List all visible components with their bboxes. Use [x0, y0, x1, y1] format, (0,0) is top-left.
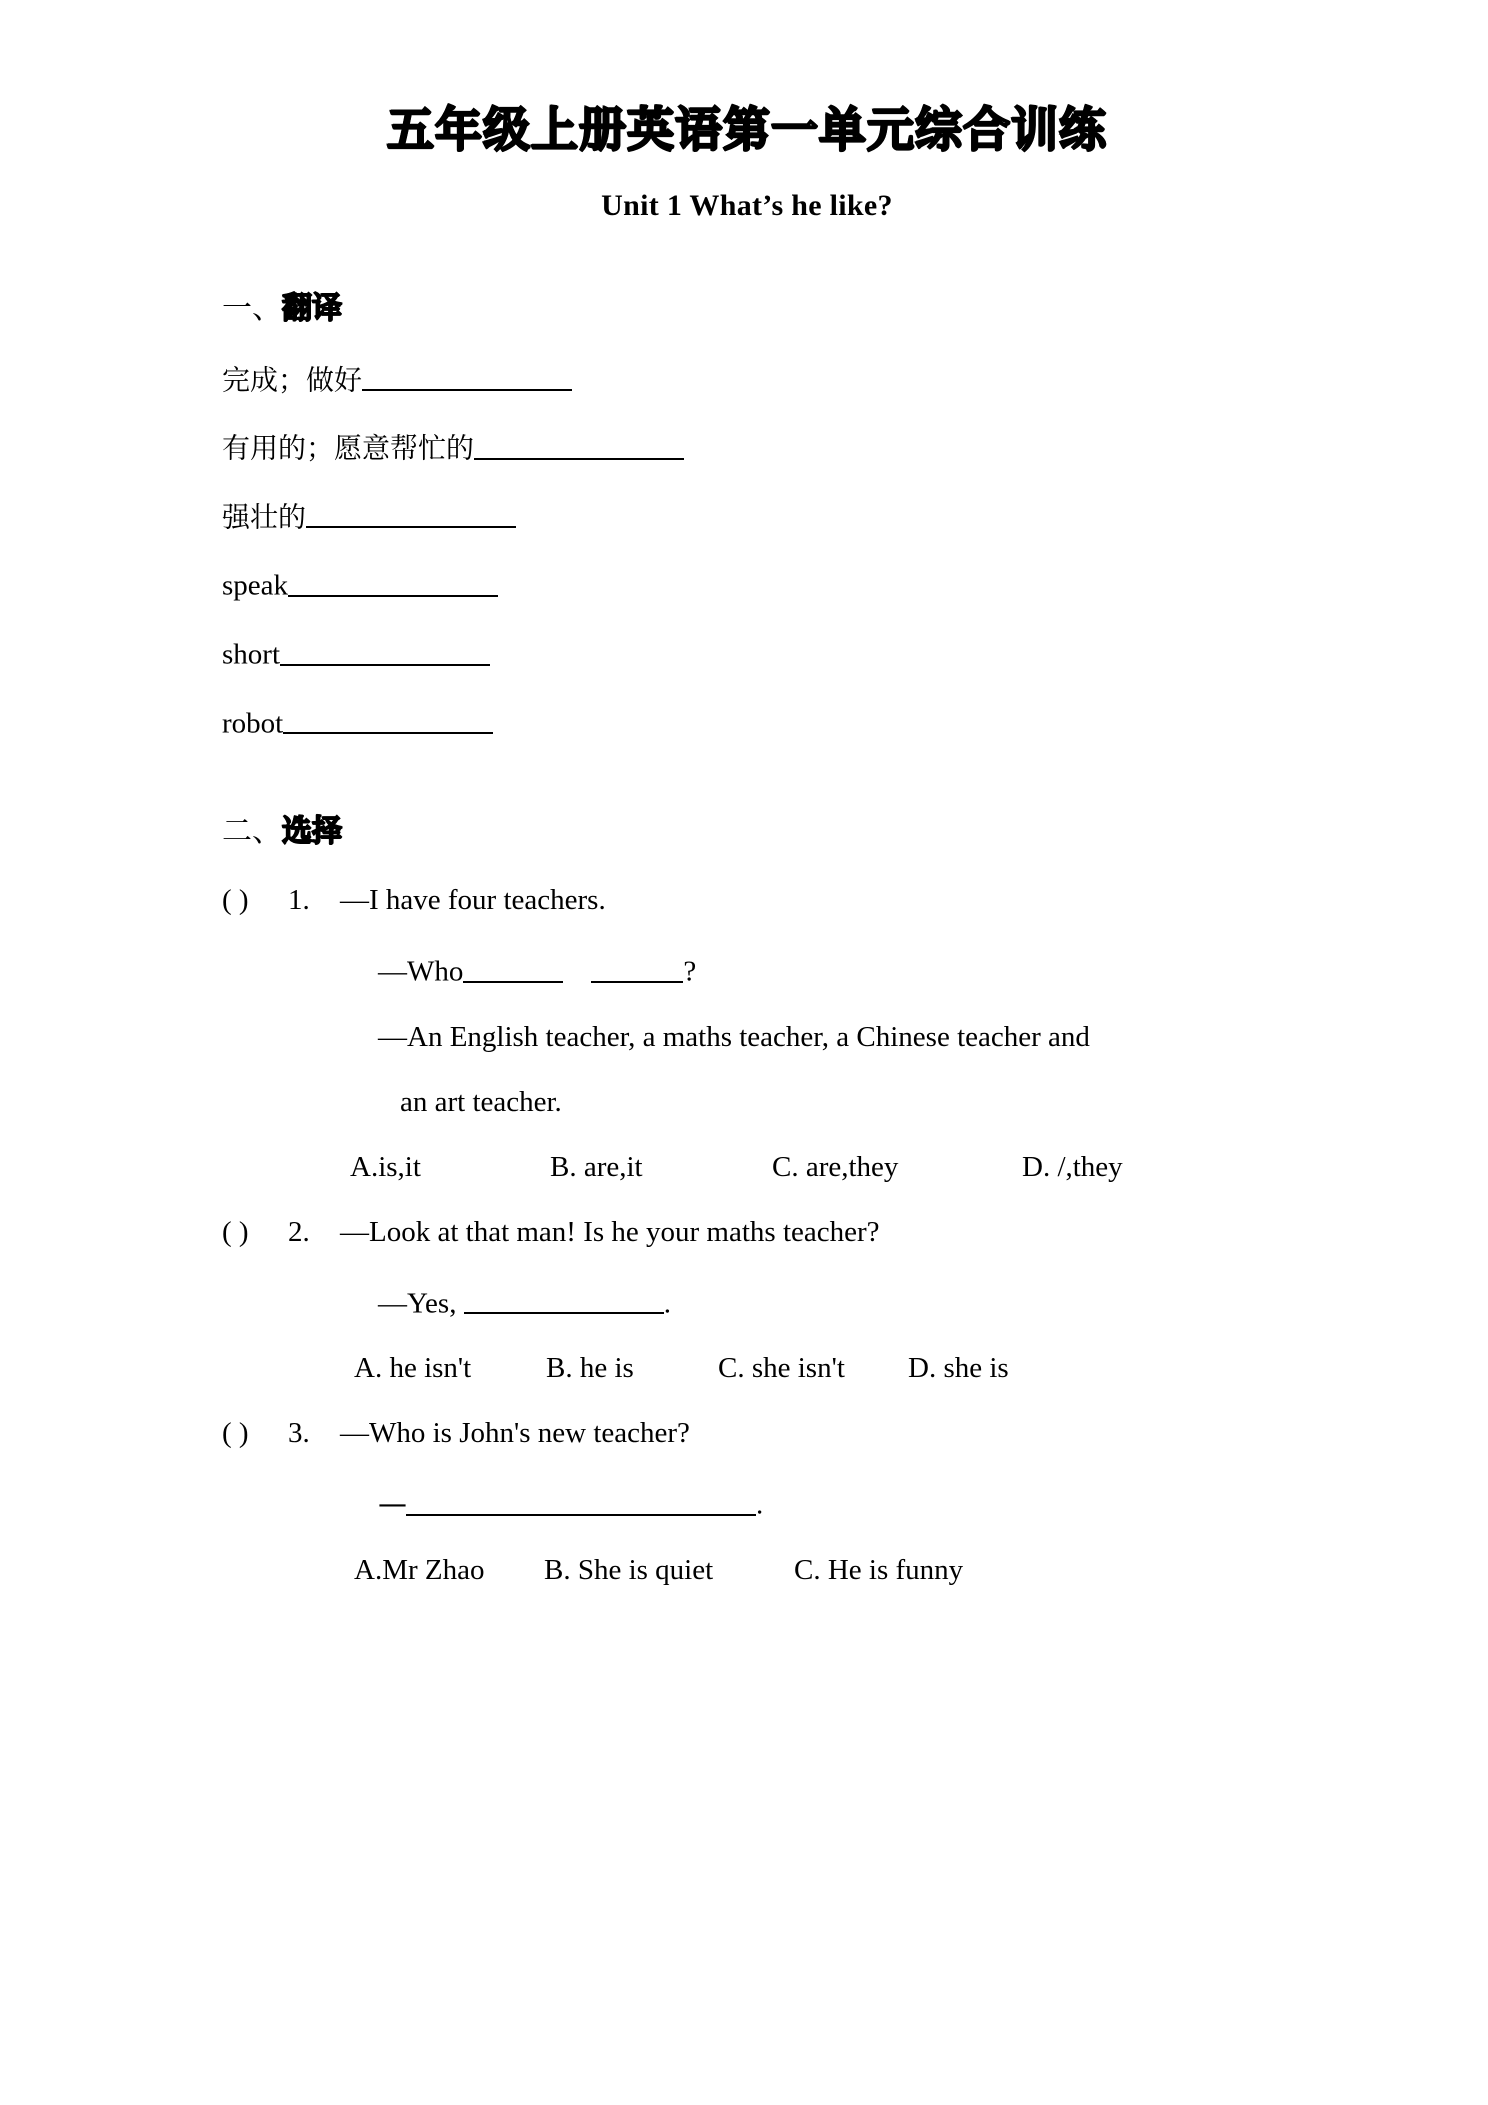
- section-heading-choice: [222, 738, 1272, 850]
- question-number: 3.: [288, 1417, 310, 1450]
- answer-blank[interactable]: [474, 428, 684, 460]
- answer-blank[interactable]: [463, 951, 563, 983]
- option-c[interactable]: C. He is funny: [794, 1553, 964, 1586]
- dialogue-text: —Who: [378, 955, 464, 988]
- question-item: [222, 1182, 1272, 1384]
- section-heading-translation: [222, 223, 1272, 327]
- answer-blank[interactable]: [283, 703, 493, 735]
- question-line: [222, 1052, 1272, 1117]
- question-head: [222, 1419, 1272, 1448]
- page-title: 五年级上册英语第一单元综合训练: [387, 103, 1107, 158]
- answer-blank[interactable]: [288, 565, 498, 597]
- option-row: [222, 1117, 1272, 1182]
- question-text: —Look at that man! Is he your maths teacher?: [340, 1215, 880, 1248]
- section-title: 选择: [282, 814, 342, 850]
- option-a[interactable]: A.is,it: [350, 1150, 421, 1183]
- answer-blank[interactable]: [406, 1484, 756, 1516]
- vocab-prompt: short: [222, 638, 280, 671]
- option-row: [222, 1318, 1272, 1383]
- dialogue-dash: —: [378, 1486, 406, 1521]
- answer-bracket[interactable]: ( ): [222, 1215, 249, 1248]
- answer-blank[interactable]: [362, 360, 572, 392]
- question-head: [222, 886, 1272, 915]
- vocab-prompt: 有用的；愿意帮忙的: [222, 431, 475, 465]
- option-d[interactable]: D. /,they: [1022, 1150, 1123, 1183]
- question-number: 1.: [288, 884, 310, 917]
- option-row: [222, 1520, 1272, 1585]
- answer-blank[interactable]: [591, 951, 683, 983]
- vocab-prompt: 强壮的: [222, 500, 307, 534]
- page-subtitle: Unit 1 What’s he like?: [601, 188, 893, 222]
- question-head: [222, 1215, 1272, 1248]
- dialogue-punctuation: .: [663, 1287, 671, 1320]
- answer-bracket[interactable]: ( ): [222, 884, 249, 917]
- question-line: [222, 1448, 1272, 1520]
- list-item: [222, 670, 1272, 739]
- section-number: 二、: [222, 814, 282, 850]
- answer-blank[interactable]: [306, 497, 516, 529]
- page-content: [222, 0, 1272, 1585]
- dialogue-punctuation: .: [756, 1488, 764, 1521]
- option-c[interactable]: C. she isn't: [718, 1352, 845, 1385]
- list-item: [222, 464, 1272, 533]
- question-line: [222, 915, 1272, 987]
- choice-question-list: [222, 850, 1272, 1585]
- vocab-prompt: 完成；做好: [222, 363, 363, 397]
- section-number: 一、: [222, 290, 282, 326]
- question-line: [222, 1247, 1272, 1319]
- question-line: [222, 987, 1272, 1052]
- question-text: —I have four teachers.: [340, 884, 606, 917]
- list-item: [222, 532, 1272, 601]
- option-b[interactable]: B. are,it: [550, 1150, 643, 1183]
- option-a[interactable]: A. he isn't: [354, 1352, 472, 1385]
- dialogue-text: —An English teacher, a maths teacher, a Chinese teacher and: [378, 1020, 1090, 1053]
- question-item: [222, 1383, 1272, 1585]
- vocab-prompt: robot: [222, 707, 284, 740]
- option-b[interactable]: B. She is quiet: [544, 1553, 714, 1586]
- question-number: 2.: [288, 1215, 310, 1248]
- dialogue-text: —Yes,: [378, 1287, 457, 1320]
- list-item: [222, 601, 1272, 670]
- dialogue-text: an art teacher.: [400, 1085, 562, 1118]
- option-b[interactable]: B. he is: [546, 1352, 634, 1385]
- question-item: [222, 850, 1272, 1182]
- vocab-prompt: speak: [222, 570, 289, 603]
- option-a[interactable]: A.Mr Zhao: [354, 1553, 485, 1586]
- list-item: [222, 395, 1272, 464]
- dialogue-punctuation: ?: [683, 955, 697, 988]
- answer-blank[interactable]: [464, 1283, 664, 1315]
- list-item: [222, 327, 1272, 396]
- answer-blank[interactable]: [280, 634, 490, 666]
- option-d[interactable]: D. she is: [908, 1352, 1009, 1385]
- option-c[interactable]: C. are,they: [772, 1150, 899, 1183]
- question-text: —Who is John's new teacher?: [340, 1417, 690, 1450]
- answer-bracket[interactable]: ( ): [222, 1417, 249, 1450]
- translation-list: [222, 327, 1272, 738]
- section-title: 翻译: [282, 290, 342, 326]
